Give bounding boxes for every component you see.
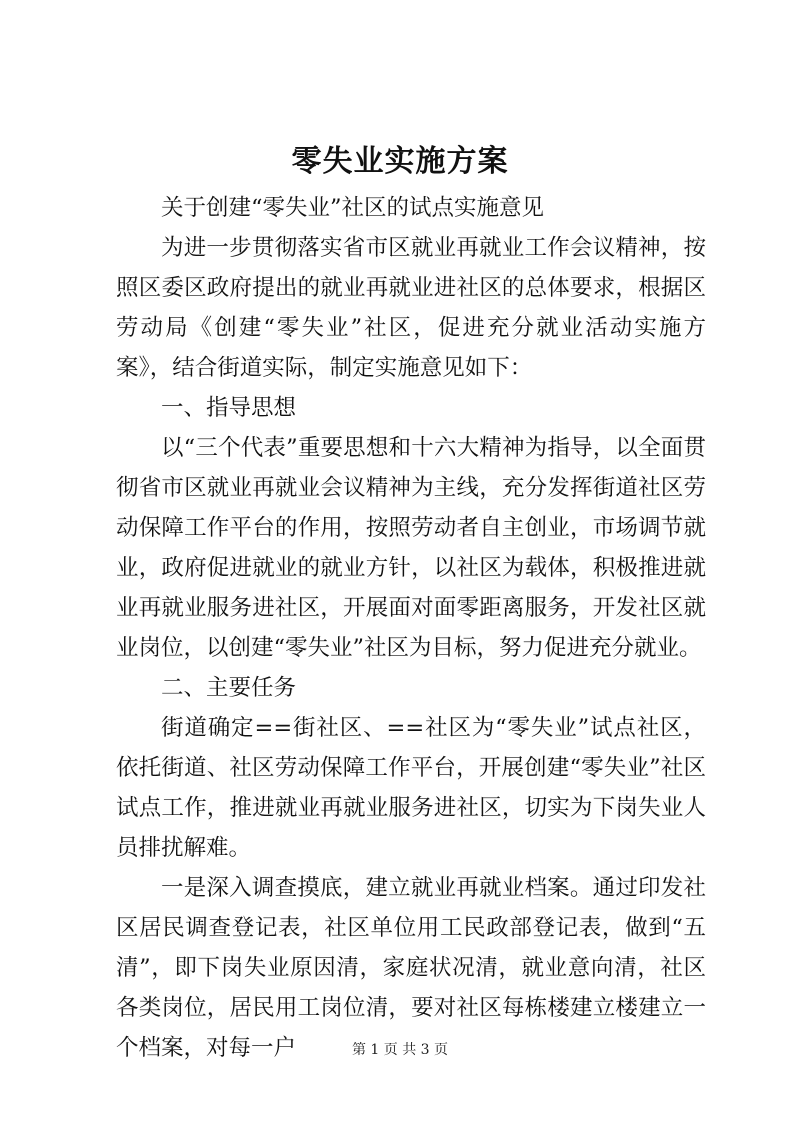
guiding-ideology-paragraph: 以“三个代表”重要思想和十六大精神为指导，以全面贯彻省市区就业再就业会议精神为主线，充分发挥街道社区劳动保障工作平台的作用，按照劳动者自主创业，市场调节就业，政府促进就业的就业方针，以社区为载体，积极推进就业再就业服务进社区，开展面对面零距离服务，开发社区就业岗位，以创建“零失业”社区为目标，努力促进充分就业。 [116, 435, 706, 661]
subtitle-paragraph: 关于创建“零失业”社区的试点实施意见 [161, 195, 545, 221]
document-body [116, 188, 706, 1068]
document-title: 零失业实施方案 [291, 144, 509, 179]
survey-archive-paragraph: 一是深入调查摸底，建立就业再就业档案。通过印发社区居民调查登记表，社区单位用工民政部登记表，做到“五清”，即下岗失业原因清，家庭状况清，就业意向清，社区各类岗位，居民用工岗位清，要对社区每栋楼建立楼建立一个档案，对每一户 [116, 875, 706, 1061]
section-heading-guiding-ideology: 一、指导思想 [161, 395, 297, 421]
page-footer: 第 1 页 共 3 页 [351, 1042, 449, 1058]
section-heading-main-tasks: 二、主要任务 [161, 675, 297, 701]
main-tasks-paragraph: 街道确定==街社区、==社区为“零失业”试点社区，依托街道、社区劳动保障工作平台，开展创建“零失业”社区试点工作，推进就业再就业服务进社区，切实为下岗失业人员排扰解难。 [116, 715, 706, 861]
intro-paragraph: 为进一步贯彻落实省市区就业再就业工作会议精神，按照区委区政府提出的就业再就业进社区的总体要求，根据区劳动局《创建“零失业”社区，促进充分就业活动实施方案》，结合街道实际，制定实施意见如下： [116, 235, 706, 381]
